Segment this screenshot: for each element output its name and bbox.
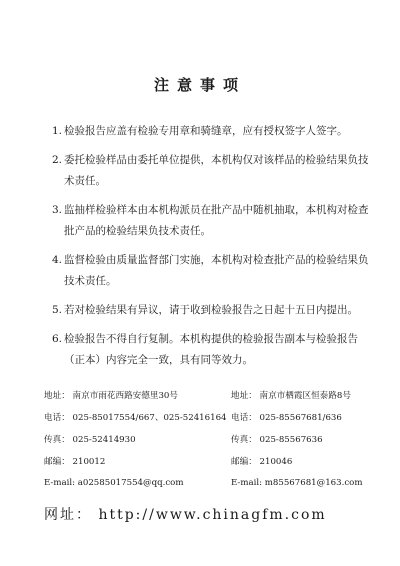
- note-item: [52, 121, 372, 142]
- fax-right: 传真： 025-85567636: [231, 435, 323, 445]
- phone-right: 电话： 025-85567681/636: [231, 413, 342, 423]
- note-text: 监督检验由质量监督部门实施，本机构对检查批产品的检验结果负技术责任。: [64, 254, 369, 287]
- note-number: 4.: [52, 254, 63, 266]
- website-link[interactable]: 网址： http://www.chinagfm.com: [44, 507, 327, 523]
- note-number: 2.: [52, 154, 63, 166]
- note-number: 3.: [52, 204, 63, 216]
- postcode-right: 邮编： 210046: [231, 457, 293, 467]
- note-item: [52, 250, 372, 292]
- address-left: 地址： 南京市雨花西路安德里30号: [44, 391, 178, 401]
- note-text: 监抽样检验样本由本机构派员在批产品中随机抽取，本机构对检查批产品的检验结果负技术责任。: [64, 204, 369, 237]
- note-number: 5.: [52, 304, 63, 316]
- address-row: [44, 384, 374, 406]
- address-right: 地址： 南京市栖霞区恒泰路8号: [231, 391, 351, 401]
- note-item: [52, 300, 372, 321]
- postcode-row: [44, 450, 374, 472]
- email-right: E-mail: m85567681@163.com: [231, 478, 363, 488]
- fax-row: [44, 428, 374, 450]
- note-item: [52, 329, 372, 371]
- notes-list: [52, 121, 372, 379]
- fax-left: 传真： 025-52414930: [44, 435, 136, 445]
- note-item: [52, 150, 372, 192]
- note-text: 委托检验样品由委托单位提供，本机构仅对该样品的检验结果负技术责任。: [64, 154, 369, 187]
- note-item: [52, 200, 372, 242]
- page-title: 注意事项: [153, 76, 246, 94]
- phone-row: [44, 406, 374, 428]
- note-text: 若对检验结果有异议，请于收到检验报告之日起十五日内提出。: [64, 304, 358, 316]
- note-number: 1.: [52, 125, 63, 137]
- phone-left: 电话： 025-85017554/667、025-52416164: [44, 413, 227, 423]
- note-text: 检验报告不得自行复制。本机构提供的检验报告副本与检验报告（正本）内容完全一致，具有同等效力。: [64, 333, 358, 366]
- email-row: [44, 472, 374, 494]
- email-left: E-mail: a02585017554@qq.com: [44, 478, 184, 488]
- note-number: 6.: [52, 333, 63, 345]
- contact-info: [44, 384, 374, 494]
- postcode-left: 邮编： 210012: [44, 457, 106, 467]
- note-text: 检验报告应盖有检验专用章和骑缝章，应有授权签字人签字。: [64, 125, 348, 137]
